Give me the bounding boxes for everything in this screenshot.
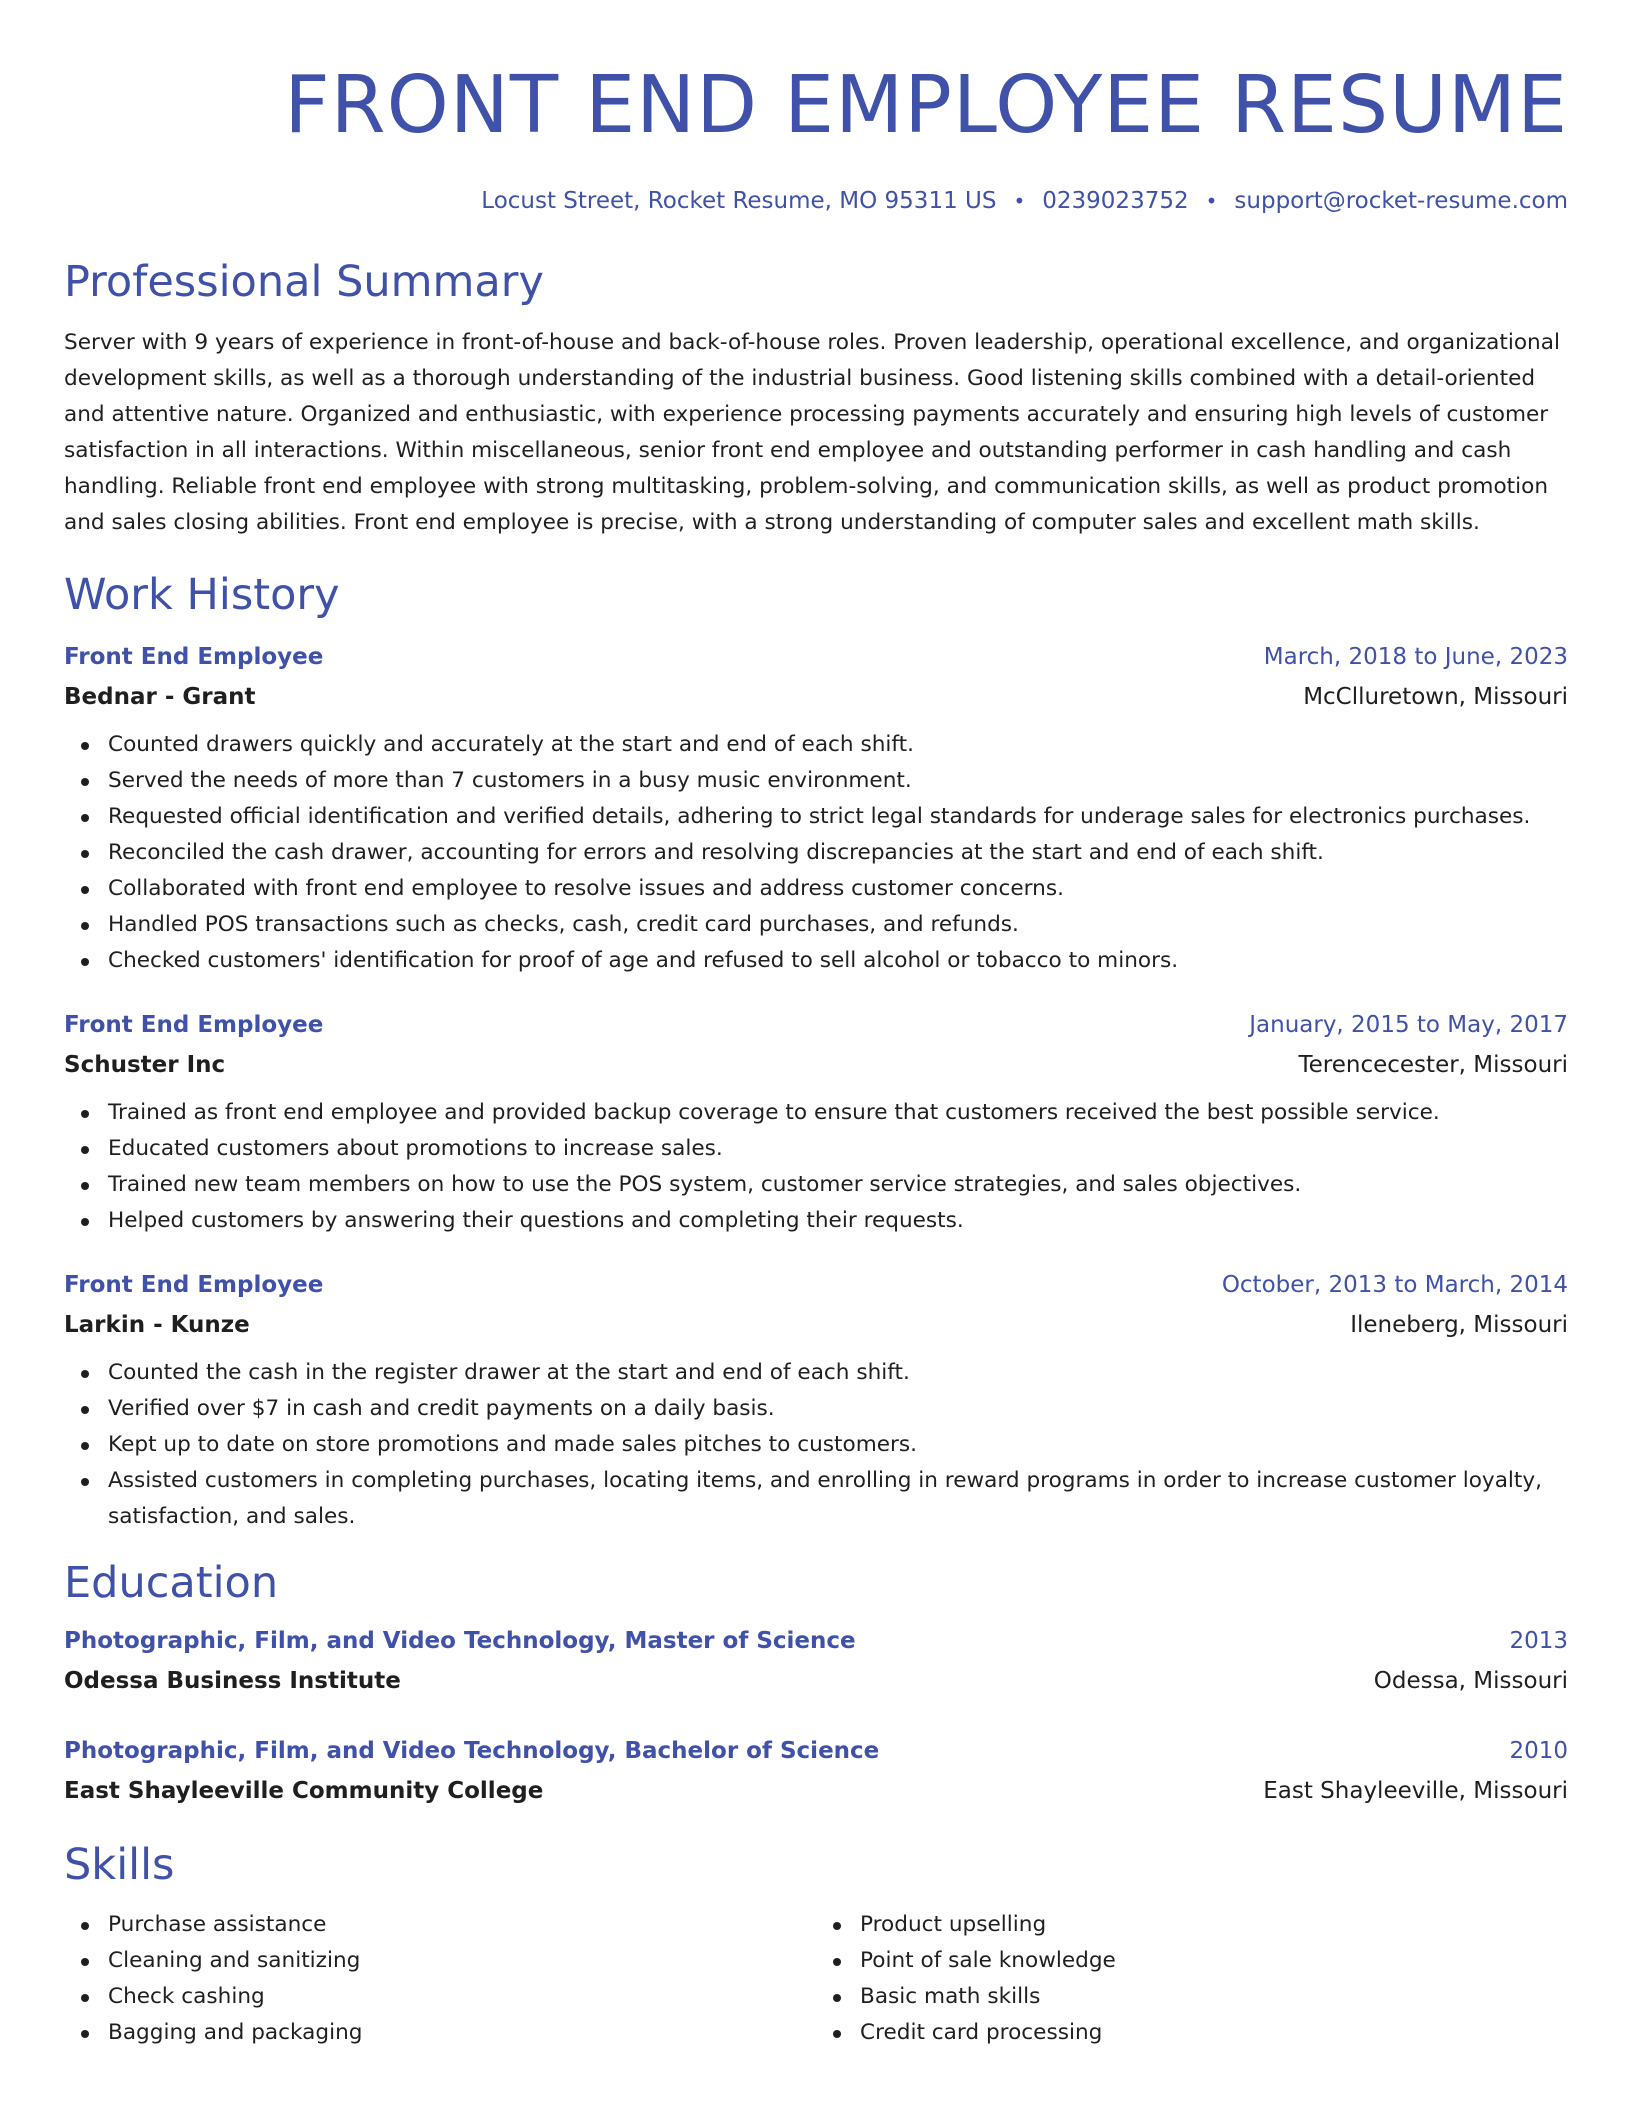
- skills-columns: [64, 1897, 1568, 2051]
- skill-item: Credit card processing: [860, 2015, 1568, 2051]
- job-title: Front End Employee: [64, 1272, 324, 1298]
- list-item: Educated customers about promotions to increase sales.: [108, 1131, 1568, 1167]
- list-item: Collaborated with front end employee to resolve issues and address customer concerns.: [108, 871, 1568, 907]
- job-dates: March, 2018 to June, 2023: [1263, 644, 1568, 670]
- job-company-row: [64, 1305, 1568, 1345]
- job-bullets: [64, 1095, 1568, 1239]
- list-item: Assisted customers in completing purchases, locating items, and enrolling in reward programs in order to increase customer loyalty, satisfaction, and sales.: [108, 1463, 1568, 1535]
- job-company: Schuster Inc: [64, 1052, 226, 1078]
- summary-text: Server with 9 years of experience in front-of-house and back-of-house roles. Proven leadership, operational excellence, and organizational development skills, as well as a thorough understanding of the industrial business. Good listening skills combined with a detail-oriented and attentive nature. Organized and enthusiastic, with experience processing payments accurately and ensuring high levels of customer satisfaction in all interactions. Within miscellaneous, senior front end employee and outstanding performer in cash handling and cash handling. Reliable front end employee with strong multitasking, problem-solving, and communication skills, as well as product promotion and sales closing abilities. Front end employee is precise, with a strong understanding of computer sales and excellent math skills.: [64, 330, 1560, 535]
- list-item: Requested official identification and verified details, adhering to strict legal standards for underage sales for electronics purchases.: [108, 799, 1568, 835]
- list-item: Helped customers by answering their questions and completing their requests.: [108, 1203, 1568, 1239]
- list-item: Counted drawers quickly and accurately at the start and end of each shift.: [108, 727, 1568, 763]
- separator-dot: •: [1205, 189, 1218, 213]
- school-location: Odessa, Missouri: [1373, 1668, 1568, 1694]
- email-link[interactable]: support@rocket-resume.com: [1234, 188, 1568, 214]
- degree: Photographic, Film, and Video Technology, Bachelor of Science: [64, 1738, 880, 1764]
- education-header-row: [64, 1621, 1568, 1661]
- job-title: Front End Employee: [64, 644, 324, 670]
- list-item: Counted the cash in the register drawer at the start and end of each shift.: [108, 1355, 1568, 1391]
- skill-item: Point of sale knowledge: [860, 1943, 1568, 1979]
- degree: Photographic, Film, and Video Technology, Master of Science: [64, 1628, 856, 1654]
- education-header-row: [64, 1731, 1568, 1771]
- section-title-education: Education: [64, 1558, 279, 1608]
- job-header-row: [64, 1005, 1568, 1045]
- skill-item: Cleaning and sanitizing: [108, 1943, 816, 1979]
- resume-title: FRONT END EMPLOYEE RESUME: [284, 59, 1568, 151]
- skill-item: Basic math skills: [860, 1979, 1568, 2015]
- job-bullets: [64, 727, 1568, 979]
- job-dates: October, 2013 to March, 2014: [1221, 1272, 1568, 1298]
- education-school-row: [64, 1771, 1568, 1811]
- list-item: Verified over $7 in cash and credit payments on a daily basis.: [108, 1391, 1568, 1427]
- school-name: Odessa Business Institute: [64, 1668, 401, 1694]
- job-header-row: [64, 637, 1568, 677]
- job-location: McClluretown, Missouri: [1303, 684, 1568, 710]
- job-entry: [64, 637, 1568, 979]
- skill-item: Bagging and packaging: [108, 2015, 816, 2051]
- job-company-row: [64, 677, 1568, 717]
- skill-item: Product upselling: [860, 1907, 1568, 1943]
- job-bullets: [64, 1355, 1568, 1535]
- education-entry: [64, 1731, 1568, 1811]
- skill-item: Check cashing: [108, 1979, 816, 2015]
- section-title-skills: Skills: [64, 1840, 175, 1890]
- list-item: Handled POS transactions such as checks, cash, credit card purchases, and refunds.: [108, 907, 1568, 943]
- separator-dot: •: [1013, 189, 1026, 213]
- job-location: Terencecester, Missouri: [1298, 1052, 1568, 1078]
- skill-item: Purchase assistance: [108, 1907, 816, 1943]
- section-title-work: Work History: [64, 570, 340, 620]
- address: Locust Street, Rocket Resume, MO 95311 US: [481, 188, 997, 214]
- education-entry: [64, 1621, 1568, 1701]
- job-header-row: [64, 1265, 1568, 1305]
- skills-list-left: [64, 1907, 816, 2051]
- job-entry: [64, 1265, 1568, 1535]
- job-company: Larkin - Kunze: [64, 1312, 250, 1338]
- list-item: Trained as front end employee and provided backup coverage to ensure that customers received the best possible service.: [108, 1095, 1568, 1131]
- contact-line: [64, 186, 1568, 216]
- job-location: Ileneberg, Missouri: [1350, 1312, 1568, 1338]
- section-title-summary: Professional Summary: [64, 257, 544, 307]
- job-dates: January, 2015 to May, 2017: [1249, 1012, 1568, 1038]
- graduation-year: 2013: [1509, 1628, 1568, 1654]
- phone: 0239023752: [1042, 188, 1189, 214]
- school-location: East Shayleeville, Missouri: [1263, 1778, 1568, 1804]
- job-title: Front End Employee: [64, 1012, 324, 1038]
- summary-section: [64, 254, 1568, 541]
- job-company: Bednar - Grant: [64, 684, 256, 710]
- list-item: Served the needs of more than 7 customers in a busy music environment.: [108, 763, 1568, 799]
- education-section: [64, 1555, 1568, 1811]
- skills-section: [64, 1837, 1568, 2051]
- list-item: Trained new team members on how to use the POS system, customer service strategies, and sales objectives.: [108, 1167, 1568, 1203]
- list-item: Kept up to date on store promotions and made sales pitches to customers.: [108, 1427, 1568, 1463]
- list-item: Reconciled the cash drawer, accounting for errors and resolving discrepancies at the start and end of each shift.: [108, 835, 1568, 871]
- skills-list-right: [816, 1907, 1568, 2051]
- job-entry: [64, 1005, 1568, 1239]
- job-company-row: [64, 1045, 1568, 1085]
- list-item: Checked customers' identification for proof of age and refused to sell alcohol or tobacco to minors.: [108, 943, 1568, 979]
- graduation-year: 2010: [1509, 1738, 1568, 1764]
- school-name: East Shayleeville Community College: [64, 1778, 544, 1804]
- education-school-row: [64, 1661, 1568, 1701]
- work-section: [64, 567, 1568, 1535]
